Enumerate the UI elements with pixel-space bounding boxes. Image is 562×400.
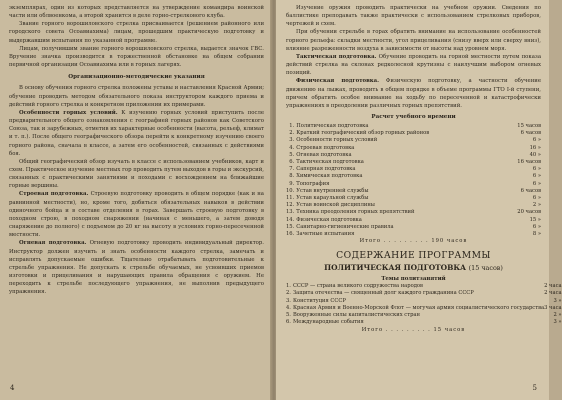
row-hours: 3 » [553,319,562,326]
row-hours: 15 » [529,216,541,223]
row-number: 5. [289,151,295,158]
row-label: Устав внутренней службы [296,187,369,194]
run-in-heading: Строевая подготовка. [19,191,89,198]
schedule-row [286,181,541,188]
row-hours: 16 часов [517,159,541,166]
row-label: Политическая подготовка [296,123,369,130]
subtitle-text: ПОЛИТИЧЕСКАЯ ПОДГОТОВКА [324,263,467,273]
paragraph: В основу обучения горного стрелка положены уставы и наставления Красной Армии; обучение проводить методом обязательного показа инструктором каждого приема и действий горного стрелка и конкретном приложении их примерами. [9,85,264,108]
row-hours: 6 » [532,195,541,202]
row-number: 9. [289,180,295,187]
row-hours: 20 часов [517,209,541,216]
schedule-row [286,166,541,173]
row-label: Физическая подготовка [296,216,362,223]
row-hours: 6 » [532,173,541,180]
row-label: Устав воинской дисциплины [296,202,375,209]
paragraph [9,158,264,191]
row-hours: 16 » [529,144,541,151]
run-in-heading: Особенности горных условий. [19,109,118,116]
row-hours: 2 часа [544,290,562,297]
program-title: СОДЕРЖАНИЕ ПРОГРАММЫ [336,250,491,262]
row-number: 1. [286,283,291,290]
paragraph: Лицам, получившим звание горного ворошиловского стрелка, выдается значок ГВС. Вручение значка производится в торжественной обстановке на общем собрании первичной организации Осоавиахима или в горных лагерях. [9,45,264,69]
paragraph [9,109,264,158]
topics-heading: Темы политзанятий [381,276,446,283]
paragraph [286,53,541,77]
row-number: 15. [286,223,295,230]
paragraph-text: Строевую подготовку проводить в общем порядке (как и на равнинной местности), но, кроме того, добиться обязательных навыков в действии одиночного бойца и в составе отделения в горах. Завершать строевую подготовку в походном строю, в походном снаряжении (начиная с меньшего, а затем доводя снаряжение до полного) с подъемом до 20 кг на высоту в условиях горно-пересеченной местности. [9,191,264,239]
paragraph [9,190,264,239]
row-label: Вооруженные силы капиталистических стран [292,312,420,319]
row-hours: 6 » [532,137,541,144]
row-label: Санитарно-гигиенические правила [296,223,394,230]
row-hours: 2 » [553,312,562,319]
paragraph [9,239,264,296]
row-label: Топография [296,180,330,187]
row-number: 3. [289,137,295,144]
row-hours: 6 » [532,223,541,230]
row-number: 1. [289,123,295,130]
program-subtitle [286,263,541,272]
row-hours: 6 часов [520,187,541,194]
schedule-row [286,231,541,238]
row-hours: 6 часов [520,130,541,137]
topic-row [286,305,562,312]
row-number: 6. [289,159,295,166]
paragraph-text: К изучению горных условий приступить после предварительного общего ознакомления с географией горных районов как Советского Союза, так и зарубежных, отметив их характерные особенности (высота, рельеф, климат и т. п.). После общего географического обзора перейти к конкретному изучению своего горного района, сначала в классе, а затем его особенностей, связанных с действиями боя. [9,109,264,157]
row-number: 4. [289,144,295,151]
topic-row [286,319,562,326]
schedule-row [286,173,541,180]
row-hours: 40 » [529,151,541,158]
schedule-row [286,217,541,224]
paragraph: Звание горного ворошиловского стрелка присваивается (решением районного или городского совета Осоавиахима) лицам, прошедшим практическую подготовку и выдержавшим испытания по указанной программе. [9,21,264,44]
schedule-row [286,159,541,166]
row-label: Саперная подготовка [296,166,356,173]
row-number: 16. [286,231,295,238]
row-hours: 2 » [532,202,541,209]
row-number: 3. [286,297,291,304]
subtitle-hours: (15 часов) [468,264,503,273]
paragraph: экземплярах, один из которых представляется на утверждение командира воинской части или облвоенкома, а второй хранится в деле горно-стрелкового клуба. [9,5,264,20]
row-number: 6. [286,319,291,326]
row-label: Тактическая подготовка [296,159,364,166]
paragraph [286,77,541,110]
row-number: 13. [286,209,295,216]
row-number: 5. [286,312,291,319]
row-number: 2. [289,130,295,137]
schedule-row [286,209,541,216]
row-label: Защита отечества — священный долг каждого гражданина СССР [292,290,474,297]
row-label: Строевая подготовка [296,144,355,151]
schedule-row [286,224,541,231]
topic-row [286,298,562,305]
row-hours: 15 часов [517,123,541,130]
paragraph: При обучении стрельбе в горах обратить внимание на использование особенностей горного рельефа: складки местности, угол прицеливания (снизу вверх или сверху вниз), влияние разреженности воздуха в зависимости от высоты над уровнем моря. [286,29,541,52]
row-number: 12. [286,202,295,209]
run-in-heading: Физическая подготовка. [296,78,379,85]
schedule-row [286,188,541,195]
row-hours: 2 часа [544,283,562,290]
row-number: 7. [289,166,295,173]
row-label: Краткий географический обзор горных районов [296,130,430,137]
paragraph: Изучение оружия проводить практически на учебном оружии. Сведения по баллистике преподавать также практически с использованием стрелковых приборов, чертежей и схем. [286,5,541,28]
row-number: 10. [286,187,295,194]
topics-table [286,283,562,326]
page-number: 4 [10,384,15,392]
schedule-total: Итого . . . . . . . . . 190 часов [359,238,468,245]
total-label: Итого [361,326,384,333]
schedule-row [286,152,541,159]
schedule-row [286,195,541,202]
page-number: 5 [532,384,537,392]
schedule-row [286,202,541,209]
row-number: 8. [289,173,295,180]
row-label: Техника преодоления горных препятствий [296,209,415,216]
paragraph-text: Физическую подготовку, а частности обучение движению на лыжах, проводить в общем порядке в объеме программы ГТО I-й ступени, причем обратить особое внимание на ходьбу по пересеченной и катастрофически упражнениях в преодолении различных горных препятствий. [286,78,542,109]
row-number: 4. [286,304,291,311]
paragraph-text: Обучение проводить на горной местности путем показа действий стрелка на склонах редколесной крутизны с наилучшим выбором огневых позиций. [286,53,542,77]
topic-row [286,290,562,297]
row-number: 2. [286,290,291,297]
topic-row [286,283,562,290]
schedule-table [286,123,541,238]
left-page [0,0,272,400]
row-label: Устав караульной службы [296,195,369,202]
row-label: Химическая подготовка [296,173,363,180]
left-page-text [9,4,264,296]
schedule-row [286,137,541,144]
paragraph-text: Общий географический обзор изучать в классе с использованием учебников, карт и схем. Практическое изучение местных гор проводить путем выходов в горы и экскурсий, связанных с практическими занятиями и походами с восхождением на ближайшие горные вершины. [9,158,264,190]
section-heading: Организационно-методические указания [68,74,205,81]
schedule-row [286,145,541,152]
row-hours: 8 » [532,231,541,238]
total-label: Итого [359,238,381,245]
row-label: Конституция СССР [292,297,346,304]
row-hours: 6 » [532,166,541,173]
topics-total: Итого . . . . . . . . . 15 часов [361,326,466,333]
row-hours: 6 » [532,180,541,187]
schedule-heading: Расчет учебного времени [371,114,456,121]
row-label: Особенности горных условий [296,137,378,144]
run-in-heading: Огневая подготовка. [19,240,87,247]
total-value: 15 часов [433,326,466,333]
row-label: Огневая подготовка [296,151,352,158]
paragraph-text: Огневую подготовку проводить индивидуальный директор. Инструктор должен изучить и знать особенности каждого стрелка, замечать и исправлять допускаемые ошибки. Тщательно отрабатывать подготовительные к стрельбе упражнения. Не допускать к стрельбе обучаемых, не усвоивших приемов изготовки и прицеливания и нарушающих правила обращения с оружием. Не переходить к стрельбе последующего упражнения, не выполнив предыдущего упражнения. [9,240,264,296]
total-value: 190 часов [431,238,468,245]
row-label: Красная Армия и Военно-Морской Флот — могучая армия социалистического государства [292,304,545,311]
run-in-heading: Тактическая подготовка. [296,53,377,60]
row-label: Зачетные испытания [296,231,355,238]
row-number: 14. [286,216,295,223]
row-label: СССР — страна великого содружества народов [292,283,423,290]
row-hours: 3 » [553,297,562,304]
right-page [276,0,562,400]
right-page-text [286,4,541,110]
row-label: Международные события [292,319,364,326]
row-hours: 3 часа [544,304,562,311]
row-number: 11. [286,195,295,202]
